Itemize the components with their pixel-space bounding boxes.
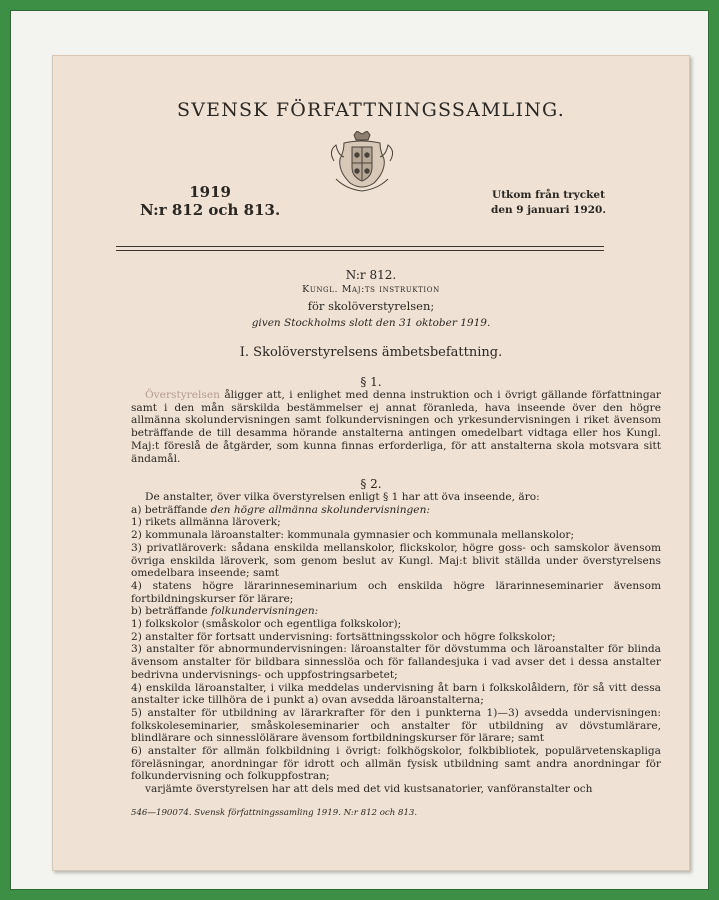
photo-frame bbox=[10, 10, 709, 890]
paragraph-1-body bbox=[131, 389, 661, 465]
decree-number: N:r 812. bbox=[345, 268, 397, 282]
list-b-prefix: b) beträffande bbox=[131, 605, 212, 618]
issue-block bbox=[140, 183, 280, 219]
issue-numbers: N:r 812 och 813. bbox=[140, 201, 281, 219]
list-item: 6) anstalter för allmän folkbildning i övrigt: folkhögskolor, folkbibliotek, populärvetenskapliga föreläsningar, anordningar för idrott och allmän fysisk utbildning samt andra anordningar för folkundervisning och folkuppfostran; bbox=[131, 745, 661, 783]
list-item: 3) privatläroverk: sådana enskilda mellanskolor, flickskolor, högre goss- och samskolor ävensom övriga enskilda läroverk, som genom beslut av Kungl. Maj:t blivit ställda under överstyrelsens omedelbara inseende; samt bbox=[131, 541, 661, 580]
paragraph-1-text: åligger att, i enlighet med denna instruktion och i övrigt gällande författningar samt i den mån särskilda bestämmelser ej annat föranleda, hava inseende över den högre allmänna skolundervisningen samt folkundervisningen och yrkesundervisningen i riket ävensom beträffande de till desamma hörande anstalterna antingen omedelbart vidtaga eller hos Kungl. Maj:t föreslå de åtgärder, som kunna finnas erforderliga, för att anstalterna skola motsvara sitt ändamål. bbox=[131, 389, 661, 465]
header-rule-thin bbox=[116, 250, 604, 251]
decree-given-line: given Stockholms slott den 31 oktober 1919. bbox=[251, 317, 491, 329]
header-rule-thick bbox=[116, 246, 604, 247]
list-item: 2) anstalter för fortsatt undervisning: fortsättningsskolor och högre folkskolor; bbox=[131, 630, 556, 643]
list-b-heading: folkundervisningen: bbox=[211, 605, 319, 618]
published-date: den 9 januari 1920. bbox=[490, 204, 606, 216]
decree-subject: för skolöverstyrelsen; bbox=[307, 299, 435, 313]
list-item: 3) anstalter för abnormundervisningen: läroanstalter för dövstumma och läroanstalter för blinda ävensom anstalter för bildbara sinnesslöa och för fallandesjuka i vad avser det i dessa anstalter bedrivna undervisnings- och uppfostringsarbetet; bbox=[131, 643, 661, 681]
list-item: 1) rikets allmänna läroverk; bbox=[131, 516, 281, 529]
paragraph-2-heading: § 2. bbox=[360, 477, 382, 491]
issue-year: 1919 bbox=[189, 183, 231, 201]
paragraph-2-body bbox=[131, 491, 661, 796]
list-item: 4) statens högre lärarinneseminarium och enskilda högre lärarinneseminarier ävensom fortbildningskurser för lärare; bbox=[131, 579, 661, 605]
published-label: Utkom från trycket bbox=[492, 189, 605, 201]
section-title: I. Skolöverstyrelsens ämbetsbefattning. bbox=[239, 345, 503, 360]
publication-date-block bbox=[491, 188, 606, 218]
paragraph-2-tail: varjämte överstyrelsen har att dels med det vid kustsanatorier, vanföranstalter och bbox=[145, 783, 593, 796]
publication-title: SVENSK FÖRFATTNINGSSAMLING. bbox=[177, 99, 565, 121]
list-item: 5) anstalter för utbildning av lärarkrafter för den i punkterna 1)—3) avsedda undervisningen: folkskoleseminarier, småskoleseminarier och anstalter för utbildning av dövstumlärare, blindlärare och sinnesslölärare ävensom fortbildningskurser för lärare; samt bbox=[131, 706, 661, 745]
list-a-heading: den högre allmänna skolundervisningen: bbox=[210, 503, 430, 516]
document-page bbox=[52, 55, 690, 871]
decree-heading: Kungl. Maj:ts instruktion bbox=[302, 284, 440, 295]
list-item: 2) kommunala läroanstalter: kommunala gymnasier och kommunala mellanskolor; bbox=[131, 529, 575, 542]
list-item: 4) enskilda läroanstalter, i vilka meddelas undervisning åt barn i folkskolåldern, för så vitt dessa anstalter icke tillhöra de i punkt a) ovan avsedda läroanstalterna; bbox=[131, 681, 661, 707]
list-item: 1) folkskolor (småskolor och egentliga folkskolor); bbox=[131, 618, 402, 631]
swedish-coat-of-arms-icon bbox=[324, 131, 400, 193]
paragraph-2-intro: De anstalter, över vilka överstyrelsen enligt § 1 har att öva inseende, äro: bbox=[145, 491, 540, 503]
print-footer: 546—190074. Svensk författningssamling 1919. N:r 812 och 813. bbox=[131, 808, 418, 818]
paragraph-1-heading: § 1. bbox=[360, 375, 382, 389]
list-a-prefix: a) beträffande bbox=[131, 503, 211, 516]
faded-word: Överstyrelsen bbox=[145, 389, 220, 401]
